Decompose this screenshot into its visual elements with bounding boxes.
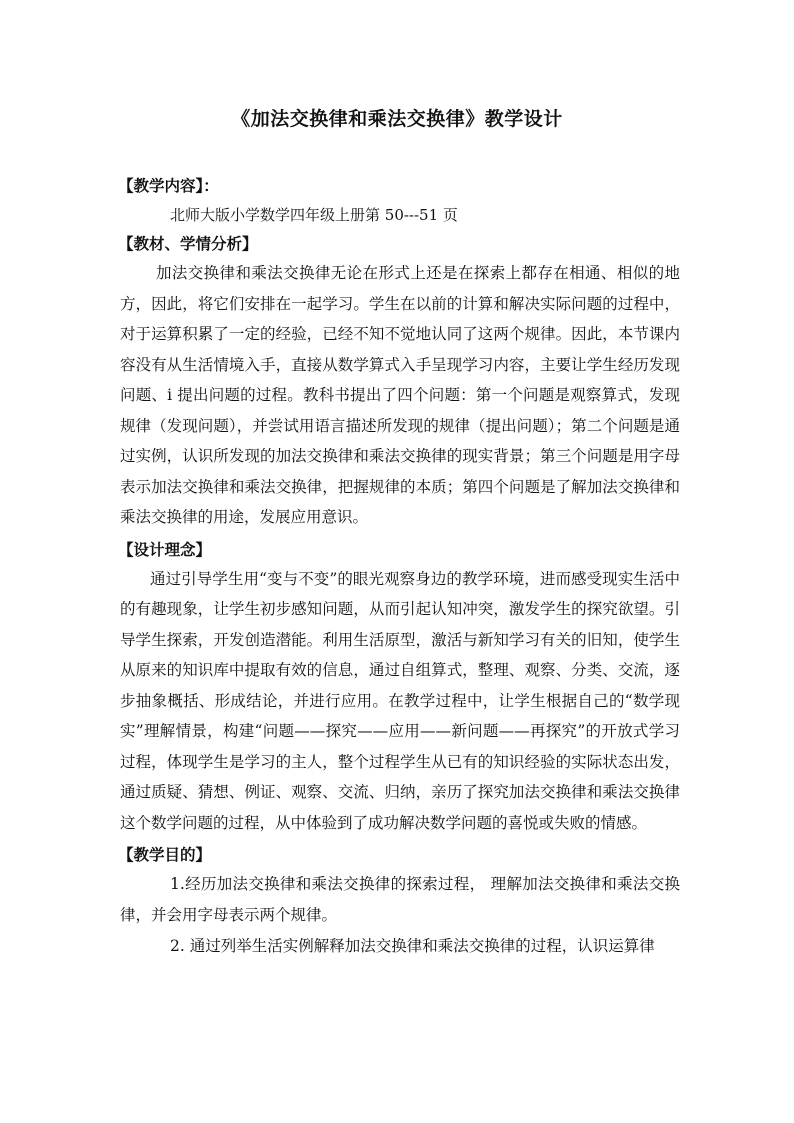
analysis-paragraph: 加法交换律和乘法交换律无论在形式上还是在探索上都存在相通、相似的地方，因此，将它们安排在一起学习。学生在以前的计算和解决实际问题的过程中，对于运算积累了一定的经验，已经不知不觉地认同了这两个规律。因此，本节课内容没有从生活情境入手，直接从数学算式入手呈现学习内容，主要让学生经历发现问题、i 提出问题的过程。教科书提出了四个问题：第一个问题是观察算式，发现规律（发现问题），并尝试用语言描述所发现的规律（提出问题）；第二个问题是通过实例，认识所发现的加法交换律和乘法交换律的现实背景；第三个问题是用字母表示加法交换律和乘法交换律，把握规律的本质；第四个问题是了解加法交换律和乘法交换律的用途，发展应用意识。 <box>120 264 680 526</box>
document-body <box>120 172 680 962</box>
section-heading-content: 【教学内容】： <box>118 176 219 195</box>
textbook-source: 北师大版小学数学四年级上册第 50---51 页 <box>170 206 458 224</box>
concept-paragraph: 通过引导学生用“变与不变”的眼光观察身边的教学环境，进而感受现实生活中的有趣现象，让学生初步感知问题，从而引起认知冲突，激发学生的探究欲望。引导学生探索，开发创造潜能。利用生活原型，激活与新知学习有关的旧知，使学生从原来的知识库中提取有效的信息，通过自组算式，整理、观察、分类、交流，逐步抽象概括、形成结论，并进行应用。在教学过程中，让学生根据自己的“数学现实”理解情景，构建“问题——探究——应用——新问题——再探究”的开放式学习过程，体现学生是学习的主人，整个过程学生从已有的知识经验的实际状态出发，通过质疑、猜想、例证、观察、交流、归纳，亲历了探究加法交换律和乘法交换律这个数学问题的过程，从中体验到了成功解决数学问题的喜悦或失败的情感。 <box>120 569 680 832</box>
goal-item: 2. 通过列举生活实例解释加法交换律和乘法交换律的过程，认识运算律 <box>170 937 655 955</box>
section-heading-analysis: 【教材、学情分析】 <box>118 234 258 253</box>
section-heading-goals: 【教学目的】 <box>118 845 212 864</box>
document-title: 《加法交换律和乘法交换律》教学设计 <box>231 108 563 130</box>
section-heading-concept: 【设计理念】 <box>118 539 212 559</box>
goal-item: 1.经历加法交换律和乘法交换律的探索过程， 理解加法交换律和乘法交换律，并会用字母表示两个规律。 <box>120 875 680 924</box>
